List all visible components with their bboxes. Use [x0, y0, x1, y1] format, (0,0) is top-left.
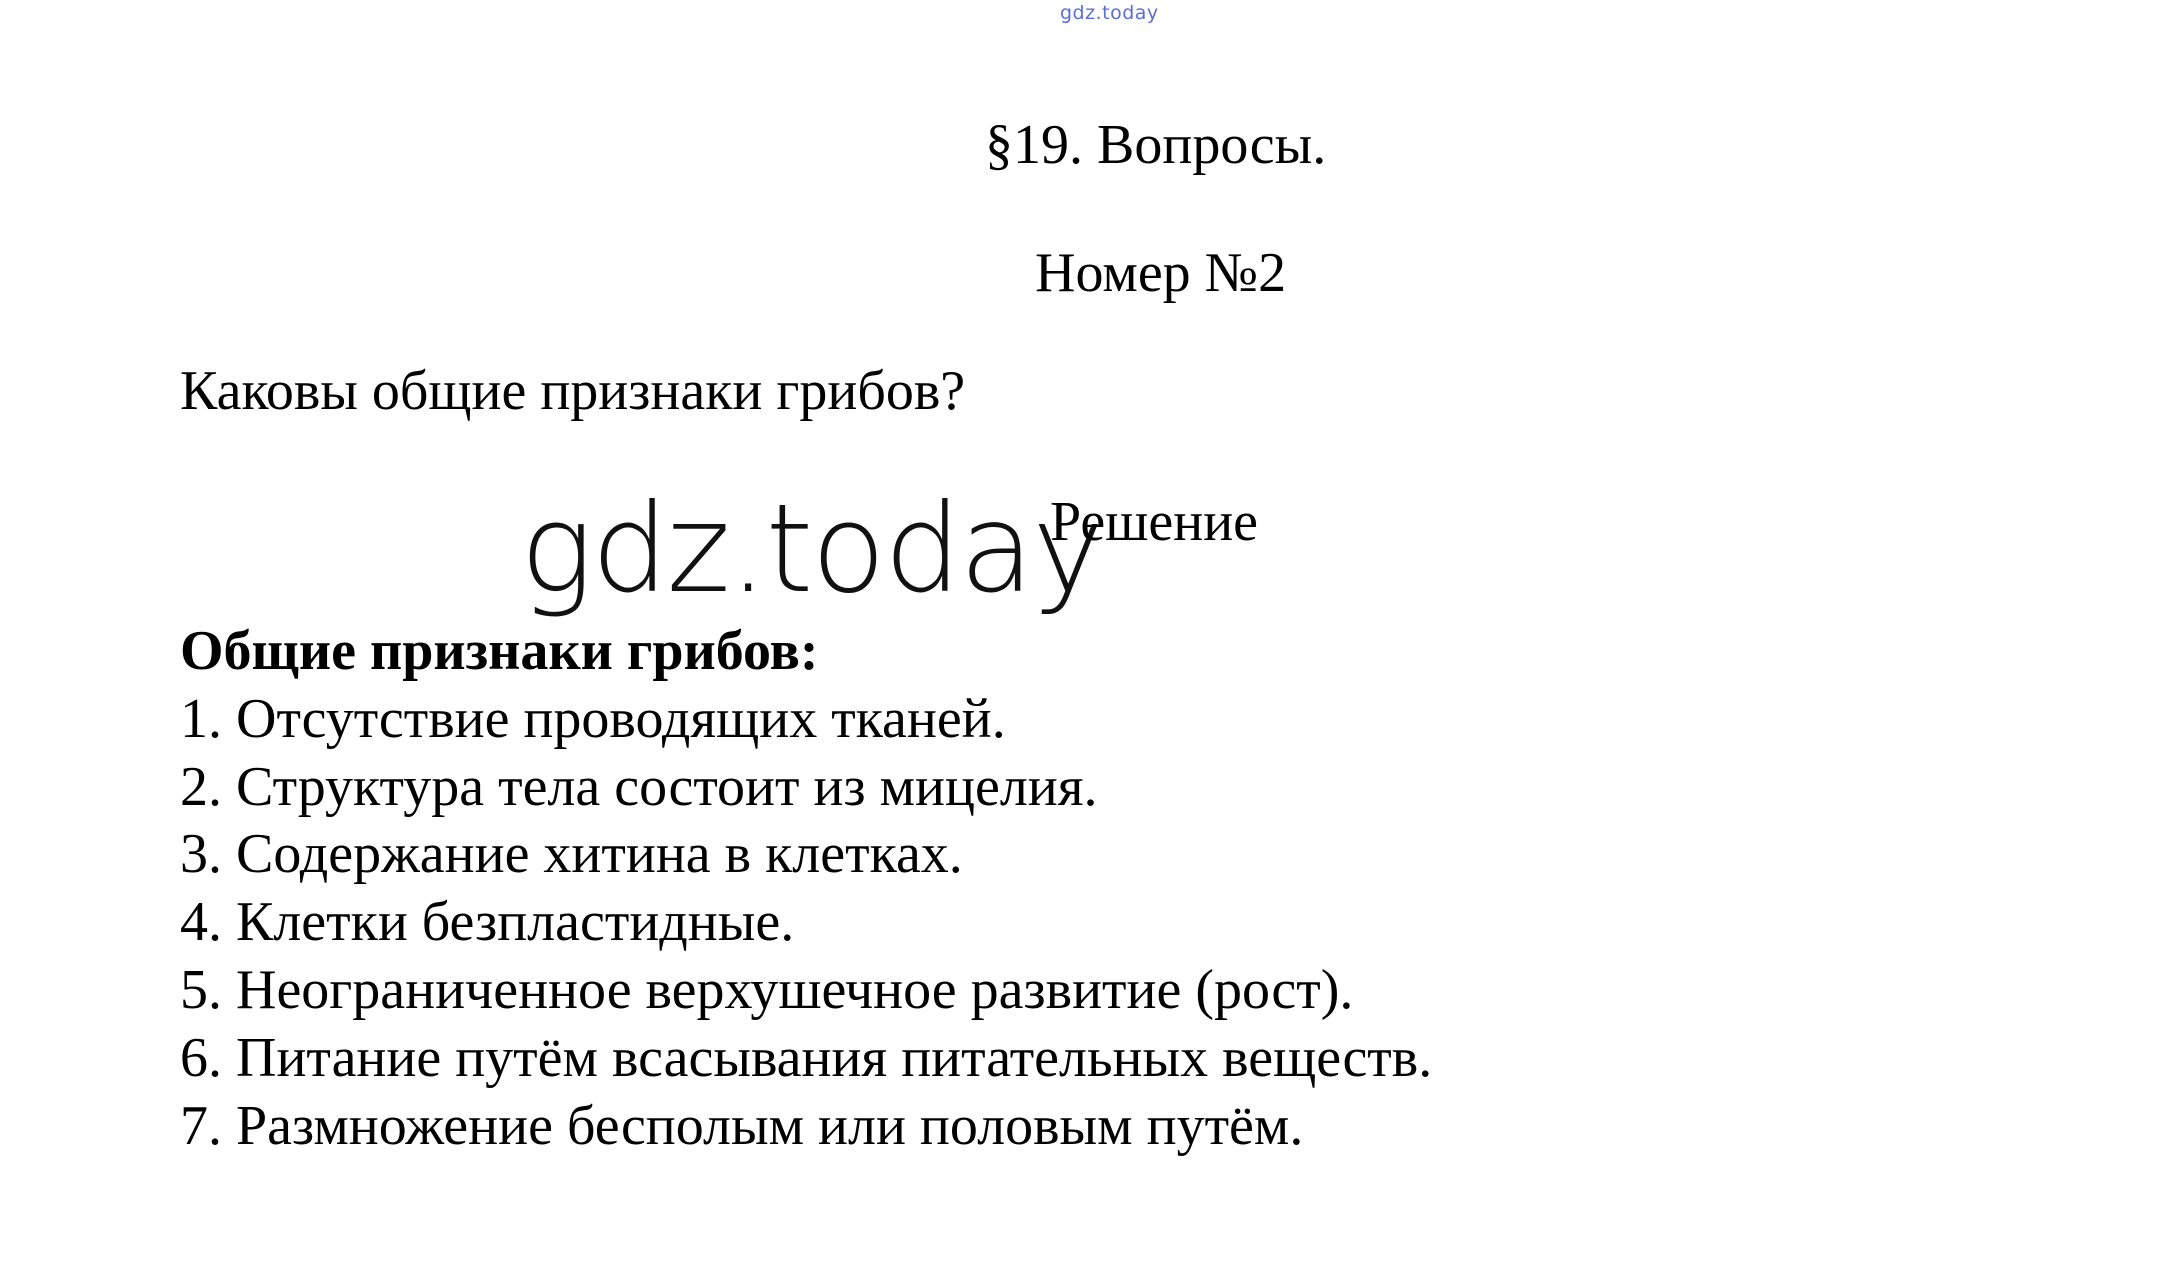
solution-label: Решение: [1050, 491, 1259, 553]
answer-list: [180, 686, 1432, 1161]
top-watermark: gdz.today: [1060, 2, 1159, 24]
list-item: 3. Содержание хитина в клетках.: [180, 823, 963, 886]
task-number: Номер №2: [1035, 242, 1287, 304]
list-item: 2. Структура тела состоит из мицелия.: [180, 755, 1098, 818]
answer-block: [180, 618, 1432, 1160]
question-text: Каковы общие признаки грибов?: [180, 360, 966, 422]
section-title: §19. Вопросы.: [985, 114, 1327, 176]
list-item: 6. Питание путём всасывания питательных веществ.: [180, 1026, 1433, 1089]
list-item: 4. Клетки безпластидные.: [180, 891, 795, 954]
list-item: 1. Отсутствие проводящих тканей.: [180, 687, 1006, 750]
list-item: 5. Неограниченное верхушечное развитие (рост).: [180, 958, 1354, 1021]
answer-heading: Общие признаки грибов:: [180, 620, 819, 682]
list-item: 7. Размножение бесполым или половым путём.: [180, 1094, 1304, 1157]
watermark-logo: gdz.today: [520, 478, 1103, 620]
